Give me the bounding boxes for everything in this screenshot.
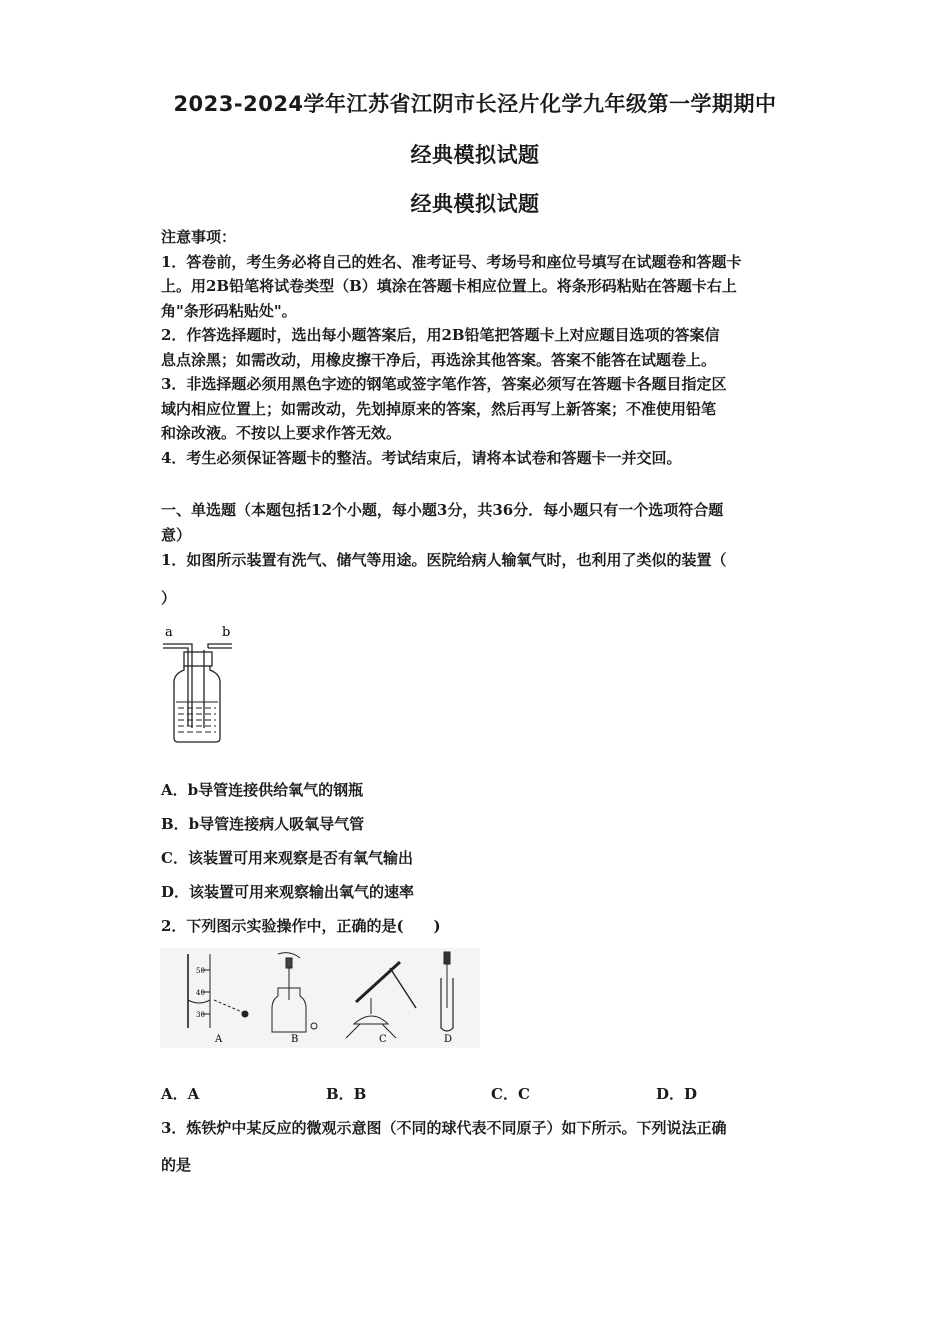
liquid-level-lines xyxy=(176,702,218,732)
notice-line: 3．非选择题必须用黑色字迹的钢笔或签字笔作答，答案必须写在答题卡各题目指定区 xyxy=(161,375,727,393)
lab-operations-figure xyxy=(160,948,480,1048)
question-3-stem-line2: 的是 xyxy=(161,1156,192,1174)
figure-label-d: D xyxy=(444,1034,453,1045)
notice-line: 域内相应位置上；如需改动，先划掉原来的答案，然后再写上新答案；不准使用铅笔 xyxy=(161,399,717,418)
question-2-option-c: C．C xyxy=(491,1085,530,1103)
question-1-option-a: A．b导管连接供给氧气的钢瓶 xyxy=(161,781,364,799)
question-1-stem xyxy=(161,548,793,573)
notice-line: 1．答卷前，考生务必将自己的姓名、准考证号、考场号和座位号填写在试题卷和答题卡 xyxy=(161,252,742,271)
question-2-option-b: B．B xyxy=(326,1085,367,1103)
gas-washing-bottle-figure xyxy=(160,620,240,750)
question-1-option-c: C．该装置可用来观察是否有氧气输出 xyxy=(161,849,413,867)
tick-30: 30 xyxy=(196,1011,205,1019)
exam-title-line3: 经典模拟试题 xyxy=(410,192,540,216)
exam-title-line2: 经典模拟试题 xyxy=(410,143,540,167)
section-heading-line: 意） xyxy=(161,525,192,544)
exam-title-line1: 2023-2024学年江苏省江阴市长泾片化学九年级第一学期期中 xyxy=(173,92,777,116)
notice-line: 4．考生必须保证答题卡的整洁。考试结束后，请将本试卷和答题卡一并交回。 xyxy=(161,448,682,467)
notice-heading: 注意事项： xyxy=(161,228,237,246)
figure-label-a: A xyxy=(215,1034,223,1045)
notice-line: 2．作答选择题时，选出每小题答案后，用2B铅笔把答题卡上对应题目选项的答案信 xyxy=(161,326,720,344)
question-2-stem: 2．下列图示实验操作中，正确的是( ) xyxy=(161,917,441,935)
notice-line: 上。用2B铅笔将试卷类型（B）填涂在答题卡相应位置上。将条形码粘贴在答题卡右上 xyxy=(161,277,737,295)
tick-50: 50 xyxy=(196,967,205,975)
notice-line: 息点涂黑；如需改动，用橡皮擦干净后，再选涂其他答案。答案不能答在试题卷上。 xyxy=(161,350,717,369)
tick-40: 40 xyxy=(196,989,205,997)
question-1-option-d: D．该装置可用来观察输出氧气的速率 xyxy=(161,883,415,901)
tube-a-label: a xyxy=(165,625,173,640)
figure-label-c: C xyxy=(379,1034,387,1045)
notice-block xyxy=(161,225,793,470)
tube-b-label: b xyxy=(222,625,231,640)
question-1-stem-line: 1．如图所示装置有洗气、储气等用途。医院给病人输氧气时，也利用了类似的装置（ xyxy=(161,551,727,569)
question-1-stem-end: ） xyxy=(161,589,177,607)
question-1-option-b: B．b导管连接病人吸氧导气管 xyxy=(161,815,365,833)
notice-line: 角"条形码粘贴处"。 xyxy=(161,301,297,320)
notice-line: 和涂改液。不按以上要求作答无效。 xyxy=(161,424,402,442)
section-heading-line: 一、单选题（本题包括12个小题，每小题3分，共36分．每小题只有一个选项符合题 xyxy=(161,501,724,519)
question-2-option-a: A．A xyxy=(161,1085,200,1103)
section-heading xyxy=(161,498,793,547)
question-2-option-d: D．D xyxy=(656,1085,698,1103)
question-3-stem-line1: 3．炼铁炉中某反应的微观示意图（不同的球代表不同原子）如下所示。下列说法正确 xyxy=(161,1119,727,1137)
figure-label-b: B xyxy=(291,1034,299,1045)
